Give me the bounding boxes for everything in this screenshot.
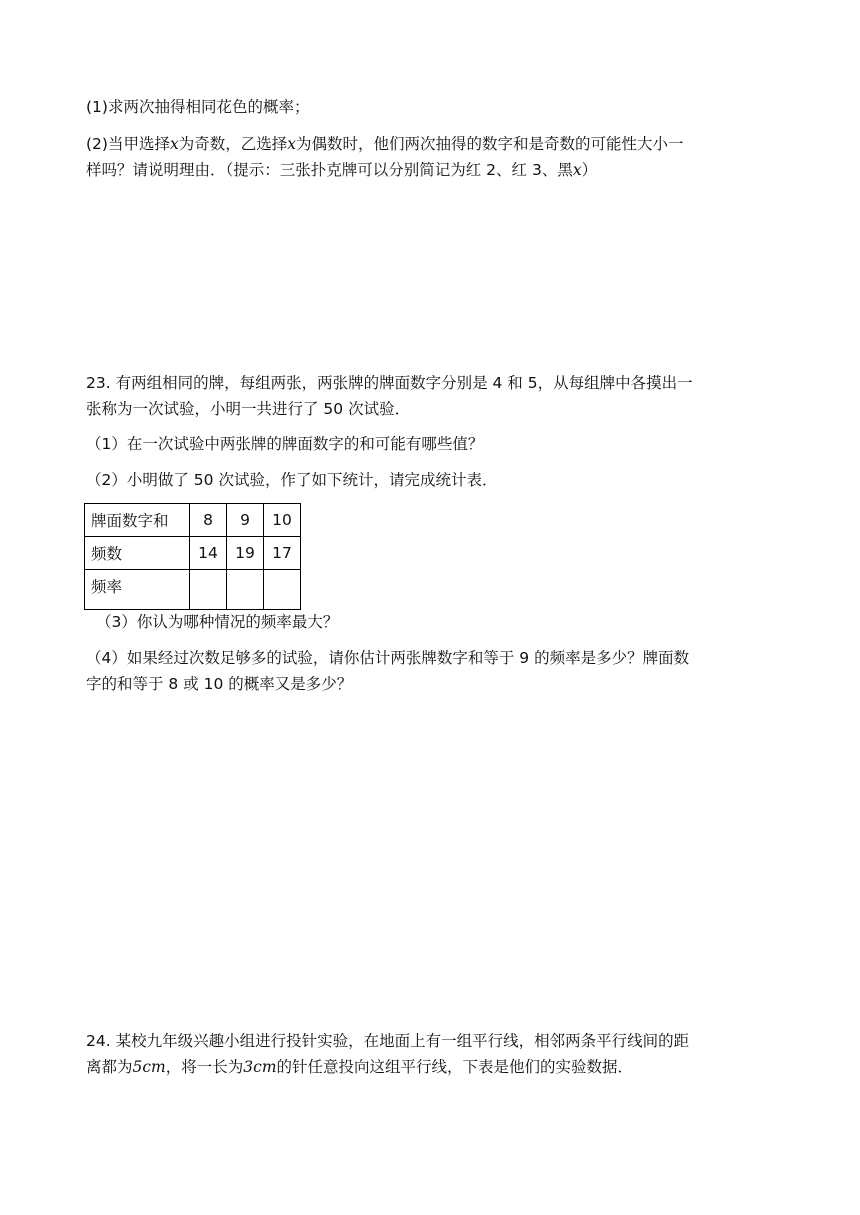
q23-sub4-line1: （4）如果经过次数足够多的试验，请你估计两张牌数字和等于 9 的频率是多少？牌面数 [86, 649, 690, 667]
table-cell-blank [264, 570, 301, 610]
q23-line1: 23. 有两组相同的牌，每组两张，两张牌的牌面数字分别是 4 和 5，从每组牌中各摸出一 [86, 374, 693, 392]
table-cell-blank [190, 570, 227, 610]
q22-variable-x: x [287, 135, 296, 153]
q23-sub3: （3）你认为哪种情况的频率最大？ [96, 613, 339, 631]
q22-part2-text-d: 样吗？请说明理由．（提示：三张扑克牌可以分别简记为红 2、红 3、黑 [86, 161, 573, 179]
q22-part2-text-a: (2)当甲选择 [86, 135, 170, 153]
q24-text-b: ，将一长为 [165, 1058, 244, 1076]
q22-part2-line2 [86, 160, 597, 180]
q24-text-a: 离都为 [86, 1058, 133, 1076]
table-header-cell: 8 [190, 504, 227, 537]
table-row-label: 频数 [85, 537, 190, 570]
table-cell: 19 [227, 537, 264, 570]
q23-sub4-line2: 字的和等于 8 或 10 的概率又是多少？ [86, 675, 353, 693]
q22-part2-text-e: ） [581, 161, 598, 179]
q23-sub2: （2）小明做了 50 次试验，作了如下统计，请完成统计表． [86, 471, 498, 489]
q22-part2-line1 [86, 134, 684, 154]
table-row [85, 504, 301, 537]
q24-line1: 24. 某校九年级兴趣小组进行投针实验，在地面上有一组平行线，相邻两条平行线间的距 [86, 1032, 690, 1050]
table-cell: 14 [190, 537, 227, 570]
q22-part2-text-c: 为偶数时，他们两次抽得的数字和是奇数的可能性大小一 [295, 135, 684, 153]
q22-variable-x: x [169, 135, 179, 153]
table-header-cell: 9 [227, 504, 264, 537]
q22-variable-x: x [572, 161, 582, 179]
q24-line2 [86, 1057, 633, 1077]
table-cell: 17 [264, 537, 301, 570]
q24-math-needle-length: 3cm [243, 1058, 277, 1076]
table-row [85, 537, 301, 570]
q22-part2-text-b: 为奇数，乙选择 [178, 135, 288, 153]
table-row [85, 570, 301, 610]
stats-table [84, 503, 301, 610]
q24-math-distance: 5cm [132, 1058, 166, 1076]
q23-line2: 张称为一次试验，小明一共进行了 50 次试验． [86, 400, 411, 418]
table-cell-blank [227, 570, 264, 610]
table-header-cell: 牌面数字和 [85, 504, 190, 537]
q24-text-c: 的针任意投向这组平行线，下表是他们的实验数据． [276, 1058, 634, 1076]
q22-part1: (1)求两次抽得相同花色的概率； [86, 98, 310, 116]
table-row-label: 频率 [85, 570, 190, 610]
table-header-cell: 10 [264, 504, 301, 537]
q23-sub1: （1）在一次试验中两张牌的牌面数字的和可能有哪些值？ [86, 435, 484, 453]
